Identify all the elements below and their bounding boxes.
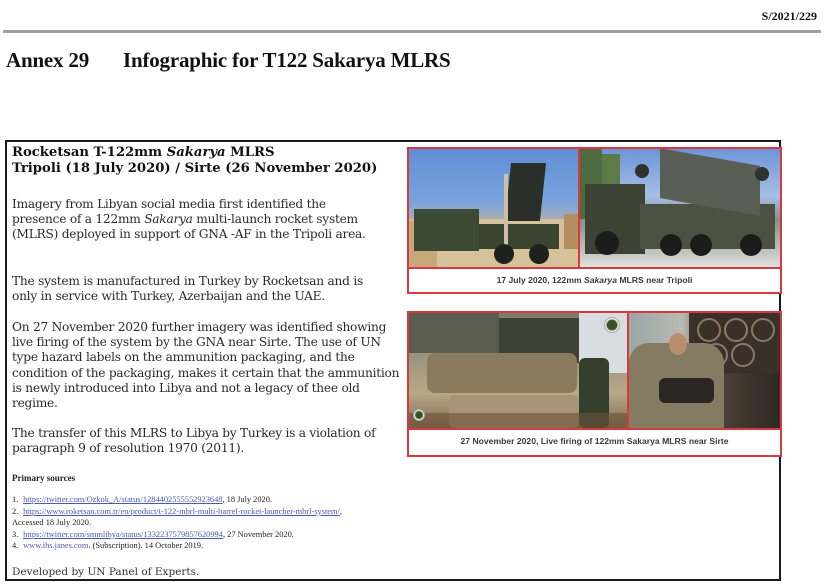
caption-italic: Sakarya	[626, 436, 660, 446]
header-rule	[3, 30, 821, 33]
sources-list	[12, 494, 412, 552]
caption-pre: 27 November 2020, Live firing of 122mm	[460, 436, 627, 446]
mlrs-truck-closeup-photo	[580, 149, 780, 267]
doc-symbol: S/2021/229	[761, 9, 817, 23]
source-link[interactable]: https://twitter.com/Ozkok_A/status/1284402555552923648	[23, 495, 223, 504]
unit-emblem-icon	[604, 317, 620, 333]
source-num: 2.	[12, 506, 19, 516]
source-suffix: , 27 November 2020.	[222, 529, 294, 539]
caption-rule	[409, 428, 780, 430]
source-item	[12, 494, 412, 506]
paragraph-manufacturer: The system is manufactured in Turkey by Rocketsan and is only in service with Turkey, Azerbaijan and the UAE.	[12, 274, 363, 304]
source-num: 4.	[12, 541, 19, 550]
source-item	[12, 529, 412, 541]
soldier-loading-launcher-photo	[629, 313, 780, 428]
p1-pre: Imagery from Libyan social media first identified the presence of a 122mm	[12, 197, 326, 227]
infographic-heading	[12, 145, 402, 177]
source-link[interactable]: https://www.roketsan.com.tr/en/product/t-122-mbrl-multi-barrel-rocket-launcher-mbrl-system/	[23, 506, 340, 516]
heading-line1-italic: Sakarya	[166, 145, 226, 160]
source-item-continuation	[12, 517, 412, 529]
source-num: 1.	[12, 495, 19, 504]
p1-post: multi-launch rocket system (MLRS) deployed in support of GNA -AF in the Tripoli area.	[12, 212, 366, 242]
sources-title: Primary sources	[12, 473, 76, 483]
paragraph-identification	[12, 197, 382, 243]
caption-pre: 17 July 2020, 122mm	[496, 275, 584, 285]
source-item	[12, 540, 412, 552]
photo-caption-tripoli	[409, 275, 780, 285]
paragraph-violation: The transfer of this MLRS to Libya by Turkey is a violation of paragraph 9 of resolution 1970 (2011).	[12, 426, 376, 456]
source-link[interactable]: https://twitter.com/smmlibya/status/1332237579857620994	[23, 529, 223, 539]
photo-caption-sirte	[409, 436, 780, 446]
caption-rule	[409, 267, 780, 269]
infographic-text-column	[12, 145, 402, 456]
heading-line2: Tripoli (18 July 2020) / Sirte (26 November 2020)	[12, 161, 378, 176]
annex-number: Annex 29	[6, 48, 89, 72]
source-item	[12, 506, 412, 518]
infographic-frame	[5, 140, 781, 581]
mlrs-truck-raised-launcher-photo	[409, 149, 578, 267]
paragraph-live-firing: On 27 November 2020 further imagery was identified showing live firing of the system by the GNA near Sirte. The use of UN type hazard labels on the ammunition packaging, and the condition of the packaging, makes it certain that the ammunition is newly introduced into Libya and not a legacy of thee old regime.	[12, 320, 400, 411]
photo-panel-tripoli	[407, 147, 782, 294]
unit-emblem-icon	[413, 409, 425, 421]
source-suffix: . (Subscription). 14 October 2019.	[88, 541, 204, 550]
heading-line1-post: MLRS	[225, 145, 275, 160]
credit-line: Developed by UN Panel of Experts.	[12, 566, 200, 578]
source-suffix: ,	[339, 506, 342, 516]
heading-line1-pre: Rocketsan T-122mm	[12, 145, 167, 160]
photo-panel-sirte	[407, 311, 782, 457]
annex-title	[6, 48, 451, 73]
source-num: 3.	[12, 529, 19, 539]
source-suffix: , 18 July 2020.	[222, 495, 273, 504]
caption-italic: Sakarya	[584, 275, 617, 285]
soldiers-group-photo	[409, 313, 627, 428]
source-suffix: Accessed 18 July 2020.	[12, 518, 92, 527]
source-link[interactable]: www.ihs.janes.com	[23, 541, 89, 550]
annex-title-text: Infographic for T122 Sakarya MLRS	[123, 48, 451, 72]
p1-italic: Sakarya	[144, 212, 193, 227]
caption-post: MLRS near Sirte	[659, 436, 729, 446]
caption-post: MLRS near Tripoli	[616, 275, 693, 285]
